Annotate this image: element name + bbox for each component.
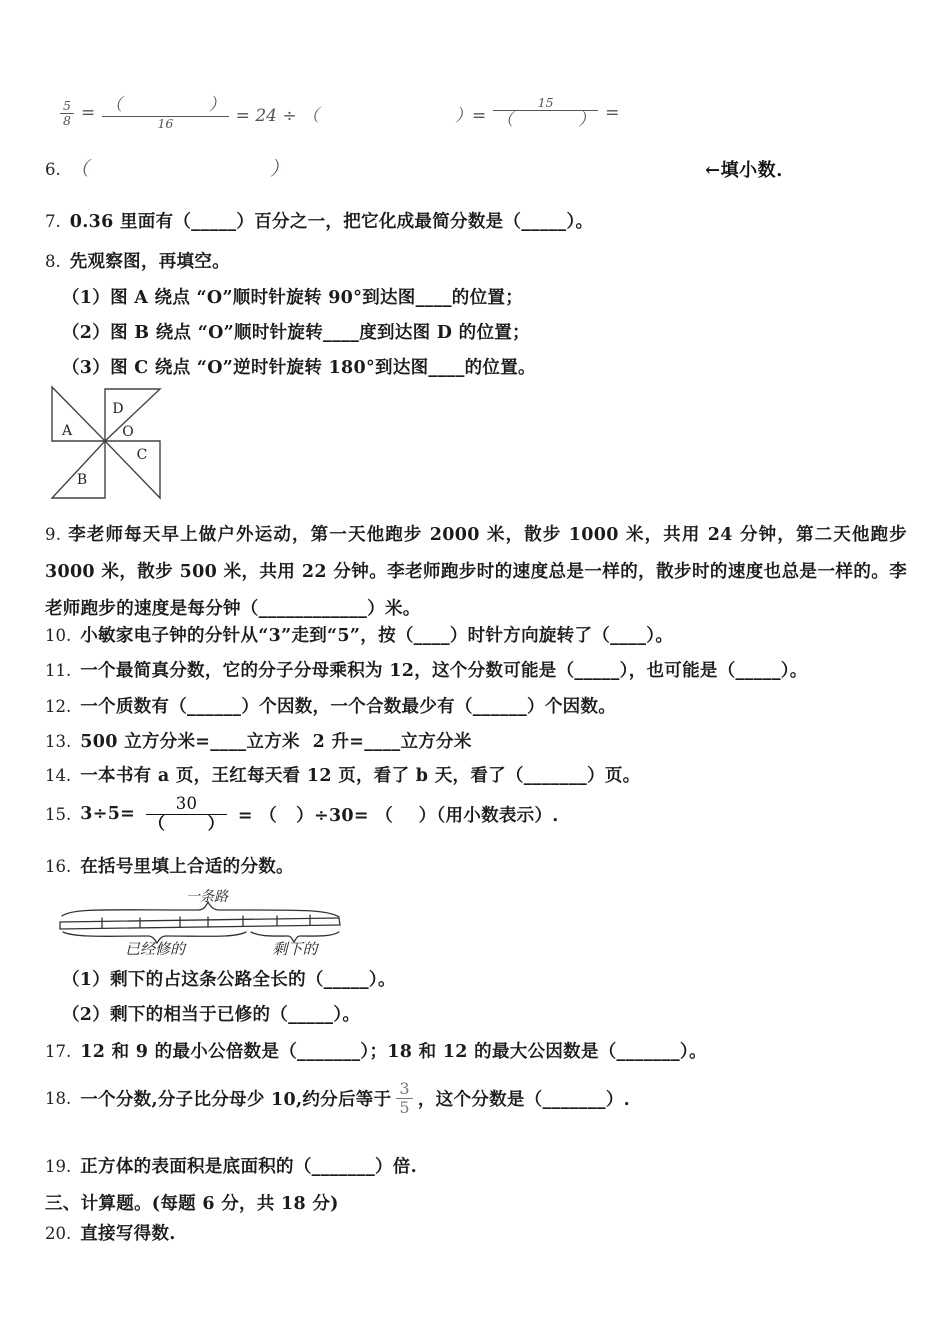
question-body: 李老师每天早上做户外运动，第一天他跑步 2000 米，散步 1000 米，共用 24 分钟，第二天他跑步 3000 米，散步 500 米，共用 22 分钟。李老师跑步时的速度总是一样的，散步时的速度也总是一样的。李老师跑步的速度是每分钟（____________）米。 [45,525,907,619]
question-text: （1）图 A 绕点 “O”顺时针旋转 90°到达图____的位置； [62,288,524,308]
equation-middle-segment: = 24 ÷ （ [235,105,320,126]
question-number: 20. [45,1224,72,1243]
fraction-denominator: 5 [399,1098,410,1118]
fraction-numerator: 5 [63,97,71,113]
road-svg [55,885,365,957]
question-number: 8. [45,252,61,271]
question-text: （2）图 B 绕点 “O”顺时针旋转____度到达图 D 的位置； [62,323,530,343]
fraction-numerator: （ ） [105,95,226,115]
question-text: 小敏家电子钟的分针从“3”走到“5”，按（____）时针方向旋转了（____）。 [80,626,674,646]
road-bar-right-cap [339,918,340,925]
road-built-label: 已经修的 [124,940,186,957]
road-total-label: 一条路 [186,889,228,905]
blade-B [52,441,105,498]
question-number: 6. [45,160,61,179]
fraction-denominator: （ ） [148,813,225,833]
question-text: （2）剩下的相当于已修的（_____）。 [62,1005,361,1025]
fraction-numerator: 15 [537,95,554,110]
pinwheel-figure [48,383,166,509]
question-number: 16. [45,857,72,876]
question-12 [45,693,616,718]
question-text: （1）剩下的占这条公路全长的（_____）。 [62,970,396,990]
question-number: 10. [45,626,72,645]
question-number: 18. [45,1089,72,1109]
question-pre: 一个分数,分子比分母少 10,约分后等于 [80,1090,392,1111]
question-number: 15. [45,804,72,824]
question-text: 0.36 里面有（_____）百分之一，把它化成最简分数是（_____）。 [69,212,594,232]
question-11 [45,657,808,682]
section-title: 三、计算题。(每题 6 分，共 18 分) [45,1194,339,1214]
question-13 [45,728,472,753]
fraction-30-blank [146,795,228,834]
question-number: 13. [45,732,72,751]
equals-sign: = [80,103,96,124]
question-text: （3）图 C 绕点 “O”逆时针旋转 180°到达图____的位置。 [62,358,536,378]
question-15 [45,795,559,834]
question-8-sub3 [62,354,536,379]
question-text: 一个最简真分数，它的分子分母乘积为 12，这个分数可能是（_____），也可能是（_____）。 [80,661,808,681]
question-text: 12 和 9 的最小公倍数是（_______）；18 和 12 的最大公因数是（_______）。 [80,1042,707,1062]
question-18 [45,1080,630,1118]
road-figure [55,885,365,961]
fill-decimal-note: ←填小数. [705,160,783,181]
question-17 [45,1038,707,1063]
question-19 [45,1153,417,1178]
question-text: 先观察图，再填空。 [69,252,230,272]
equation-line [60,96,619,131]
closing-paren-equals: ）= [455,105,487,126]
question-text: 一本书有 a 页，王红每天看 12 页，看了 b 天，看了（_______）页。 [80,766,641,786]
label-C: C [136,447,148,463]
question-text: 正方体的表面积是底面积的（_______）倍. [80,1157,417,1177]
question-text [80,1080,630,1118]
road-remaining-label: 剩下的 [272,940,318,957]
question-text [45,516,907,628]
question-14 [45,762,640,787]
fraction-15-blank [493,96,598,131]
question-text: 在括号里填上合适的分数。 [80,857,294,877]
blade-A [52,387,105,441]
equals-sign: = [605,103,620,124]
question-number: 14. [45,766,72,785]
label-O: O [122,424,134,440]
question-number: 9. [45,525,62,544]
question-16-sub2 [62,1001,360,1026]
label-B: B [76,472,88,488]
fraction-blank-16 [102,96,228,131]
question-16-sub1 [62,966,396,991]
label-A: A [61,423,73,439]
question-9 [45,516,907,628]
question-10 [45,622,673,647]
blade-C [105,441,160,498]
question-text [80,795,558,834]
question-6 [45,154,783,181]
question-7 [45,208,593,233]
fraction-5-8 [60,99,74,129]
fraction-denominator: 16 [157,115,174,131]
question-post: ，这个分数是（_______）. [417,1090,631,1111]
fraction-denominator: （ ） [496,110,596,131]
question-16 [45,853,294,878]
question-20 [45,1220,176,1245]
question-number: 7. [45,212,61,231]
question-number: 17. [45,1042,72,1061]
answer-blank-parens: （ ） [69,158,289,180]
question-number: 11. [45,661,72,680]
question-number: 19. [45,1157,72,1176]
fraction-3-5 [396,1080,412,1118]
question-8-sub2 [62,319,530,344]
question-pre: 3÷5= [80,804,142,825]
section-3-header [45,1190,339,1215]
label-D: D [112,401,124,417]
question-number: 12. [45,697,72,716]
fraction-denominator: 8 [63,112,71,128]
question-text: 直接写得数. [80,1224,176,1244]
question-8 [45,248,230,273]
question-8-sub1 [62,284,523,309]
question-text: 500 立方分米=____立方米 2 升=____立方分米 [80,732,472,752]
question-post: = （ ）÷30= （ ）（用小数表示）. [231,805,559,826]
question-text: 一个质数有（______）个因数，一个合数最少有（______）个因数。 [80,697,617,717]
pinwheel-svg [48,383,166,505]
fraction-numerator: 30 [175,794,198,813]
fraction-numerator: 3 [399,1079,410,1098]
